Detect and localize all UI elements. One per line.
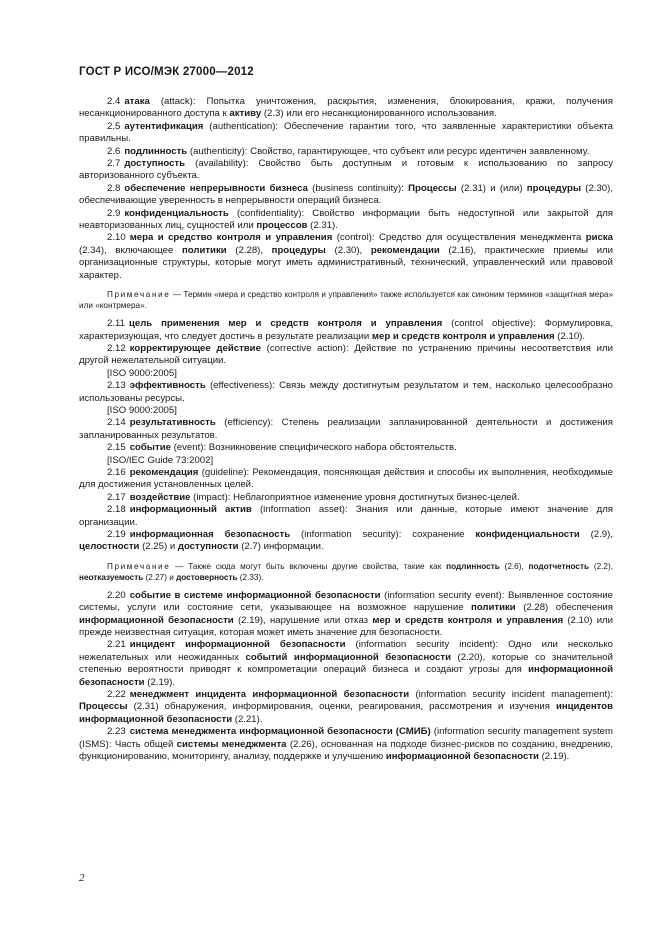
definition-2-12: 2.12 корректирующее действие (corrective action): Действие по устранению причины несоответствия или другой нежелательной ситуации.	[79, 342, 613, 367]
definition-number: 2.8	[107, 182, 121, 194]
definition-term: рекомендация	[129, 466, 199, 478]
term-reference: активу	[229, 108, 262, 120]
page-number: 2	[79, 872, 85, 884]
definition-term: менеджмент инцидента информационной безопасности	[129, 689, 410, 701]
definition-2-15: 2.15 событие (event): Возникновение специфического набора обстоятельств.	[107, 442, 457, 454]
definition-2-23: 2.23 система менеджмента информационной безопасности (СМИБ) (information security management system (ISMS): Часть общей системы менеджмента (2.26), основанная на подходе бизнес-рисков по созданию, внедрению, функционированию, мониторингу, анализу, поддержке и улучшению информационной безопасности (2.19).	[79, 726, 614, 763]
definition-2-22: 2.22 менеджмент инцидента информационной безопасности (information security incident management): Процессы (2.31) обнаружения, информирования, оценки, реагирования, рассмотрения и изучения инцидентов информационной безопасности (2.21).	[79, 689, 613, 725]
definition-number: 2.17	[107, 491, 126, 503]
definition-term: воздействие	[129, 491, 191, 503]
definition-number: 2.4	[107, 96, 121, 107]
definition-2-10: 2.10 мера и средство контроля и управления (control): Средство для осуществления менеджмента риска (2.34), включающее политики (2.28), процедуры (2.30), рекомендации (2.16), практические приемы или организационные структуры, которые могут иметь административный, технический, управленческий или правовой характер.	[79, 232, 614, 281]
definition-term: результативность	[129, 417, 216, 429]
term-reference: мер и средств контроля и управления	[372, 614, 564, 626]
definition-number: 2.23	[107, 726, 126, 738]
definition-number: 2.6	[107, 145, 121, 157]
term-reference: информационной безопасности	[79, 614, 234, 626]
definition-number: 2.7	[107, 158, 121, 170]
definition-term: система менеджмента информационной безопасности (СМИБ)	[129, 726, 431, 738]
definition-number: 2.12	[107, 342, 126, 354]
definition-term: инцидент информационной безопасности	[129, 639, 346, 651]
term-reference: достоверность	[176, 572, 238, 582]
term-reference: подотчетность	[528, 561, 590, 571]
definition-term: мера и средство контроля и управления	[129, 232, 333, 244]
definition-2-19: 2.19 информационная безопасность (information security): сохранение конфиденциальности (2.9), целостности (2.25) и доступности (2.7) информации.	[79, 529, 613, 553]
definition-term: событие в системе информационной безопасности	[129, 589, 381, 601]
definition-term: конфиденциальность	[124, 207, 229, 219]
definition-2-11: 2.11 цель применения мер и средств контроля и управления (control objective): Формулировка, характеризующая, что следует достичь в результате реализации мер и средств контроля и управления (2.10).	[79, 318, 613, 342]
definition-term: информационная безопасность	[129, 529, 291, 540]
definition-2-20: 2.20 событие в системе информационной безопасности (information security event): Выявленное состояние системы, услуги или состояние сети, указывающее на возможное нарушение политики (2.28) обеспечения информационной безопасности (2.19), нарушение или отказ мер и средств контроля и управления (2.10) или прежде неизвестная ситуация, которая может иметь значение для безопасности.	[79, 589, 614, 639]
definition-term: корректирующее действие	[129, 342, 261, 354]
definition-number: 2.13	[107, 380, 126, 392]
term-reference: Процессы	[79, 701, 128, 713]
definition-number: 2.15	[107, 442, 126, 454]
definition-number: 2.19	[107, 529, 126, 540]
term-reference: неотказуемость	[79, 572, 144, 582]
reference-line: [ISO 9000:2005]	[107, 404, 177, 416]
definition-number: 2.20	[107, 589, 126, 601]
note-label: Примечание	[107, 290, 171, 300]
definition-number: 2.16	[107, 466, 126, 478]
term-reference: инцидентов информационной безопасности	[79, 701, 613, 725]
term-reference: мер и средств контроля и управления	[371, 330, 555, 342]
definition-number: 2.21	[107, 639, 126, 651]
definition-2-18: 2.18 информационный актив (information asset): Знания или данные, которые имеют значение для организации.	[79, 504, 613, 528]
reference-line: [ISO/IEC Guide 73:2002]	[107, 454, 214, 466]
definition-number: 2.14	[107, 417, 126, 429]
definition-2-17: 2.17 воздействие (impact): Неблагоприятное изменение уровня достигнутых бизнес-целей.	[107, 491, 520, 503]
term-reference: политики	[181, 244, 227, 256]
term-reference: целостности	[79, 541, 140, 553]
term-reference: политики	[471, 602, 516, 614]
definition-2-21: 2.21 инцидент информационной безопасности (information security incident): Одно или несколько нежелательных или неожиданных событий информационной безопасности (2.20), которые со значительной степенью вероятности приводят к компрометации операций бизнеса и создают угрозы для информационной безопасности (2.19).	[79, 639, 613, 688]
definition-2-13: 2.13 эффективность (effectiveness): Связь между достигнутым результатом и тем, насколько целесообразно использованы ресурсы.	[79, 380, 613, 404]
definition-term: обеспечение непрерывности бизнеса	[124, 182, 308, 194]
note-label: Примечание	[107, 561, 171, 571]
term-reference: информационной безопасности	[385, 751, 539, 763]
note-paragraph: Примечание — Термин «мера и средство контроля и управления» также используется как синоним терминов «защитная мера» или «контрмера».	[79, 290, 613, 311]
definition-2-8: 2.8 обеспечение непрерывности бизнеса (business continuity): Процессы (2.31) и (или) процедуры (2.30), обеспечивающие уверенность в непрерывности операций бизнеса.	[79, 182, 613, 207]
term-reference: подлинность	[446, 561, 500, 571]
definition-2-9: 2.9 конфиденциальность (confidentiality): Свойство информации быть недоступной или закрытой для неавторизованных лиц, сущностей или процессов (2.31).	[79, 207, 613, 232]
definition-number: 2.18	[107, 504, 126, 516]
term-reference: процессов	[256, 220, 308, 232]
definition-number: 2.22	[107, 689, 126, 701]
note-paragraph: Примечание — Также сюда могут быть включены другие свойства, такие как подлинность (2.6), подотчетность (2.2), неотказуемость (2.27) и достоверность (2.33).	[79, 561, 613, 582]
reference-line: [ISO 9000:2005]	[107, 367, 177, 379]
term-reference: информационной безопасности	[79, 664, 613, 688]
definition-2-5: 2.5 аутентификация (authentication): Обеспечение гарантии того, что заявленные характеристики объекта правильны.	[79, 120, 613, 145]
term-reference: конфиденциальности	[475, 529, 580, 540]
definition-2-4: 2.4 атака (attack): Попытка уничтожения, раскрытия, изменения, блокирования, кражи, получения несанкционированного доступа к активу (2.3) или его несанкционированного использования.	[79, 96, 613, 120]
term-reference: Процессы	[408, 182, 457, 194]
definition-2-14: 2.14 результативность (efficiency): Степень реализации запланированной деятельности и достижения запланированных результатов.	[79, 417, 613, 441]
definition-2-6: 2.6 подлинность (authenticity): Свойство, гарантирующее, что субъект или ресурс идентичен заявленному.	[107, 145, 590, 157]
definition-term: подлинность	[124, 145, 188, 157]
definition-2-7: 2.7 доступность (availability): Свойство быть доступным и готовым к использованию по запросу авторизованного субъекта.	[79, 158, 613, 182]
definition-number: 2.5	[107, 120, 121, 132]
term-reference: процедуры	[271, 244, 326, 256]
definition-number: 2.10	[107, 232, 126, 244]
definition-term: цель применения мер и средств контроля и управления	[128, 318, 443, 330]
term-reference: системы менеджмента	[176, 738, 287, 750]
definitions-list	[79, 96, 613, 764]
definition-number: 2.9	[107, 207, 121, 219]
definition-term: атака	[124, 96, 150, 107]
term-reference: процедуры	[526, 182, 582, 194]
definition-2-16: 2.16 рекомендация (guideline): Рекомендация, поясняющая действия и способы их выполнения, необходимые для достижения установленных целей.	[79, 466, 613, 491]
term-reference: доступности	[177, 541, 239, 553]
definition-term: информационный актив	[129, 504, 252, 516]
definition-term: событие	[129, 442, 171, 454]
term-reference: рекомендации	[370, 244, 440, 256]
definition-term: эффективность	[129, 380, 206, 392]
standard-header: ГОСТ Р ИСО/МЭК 27000—2012	[79, 66, 254, 78]
definition-number: 2.11	[107, 318, 125, 330]
definition-term: аутентификация	[124, 120, 204, 132]
term-reference: событий информационной безопасности	[245, 651, 451, 663]
definition-term: доступность	[124, 158, 186, 170]
term-reference: риска	[585, 232, 613, 244]
